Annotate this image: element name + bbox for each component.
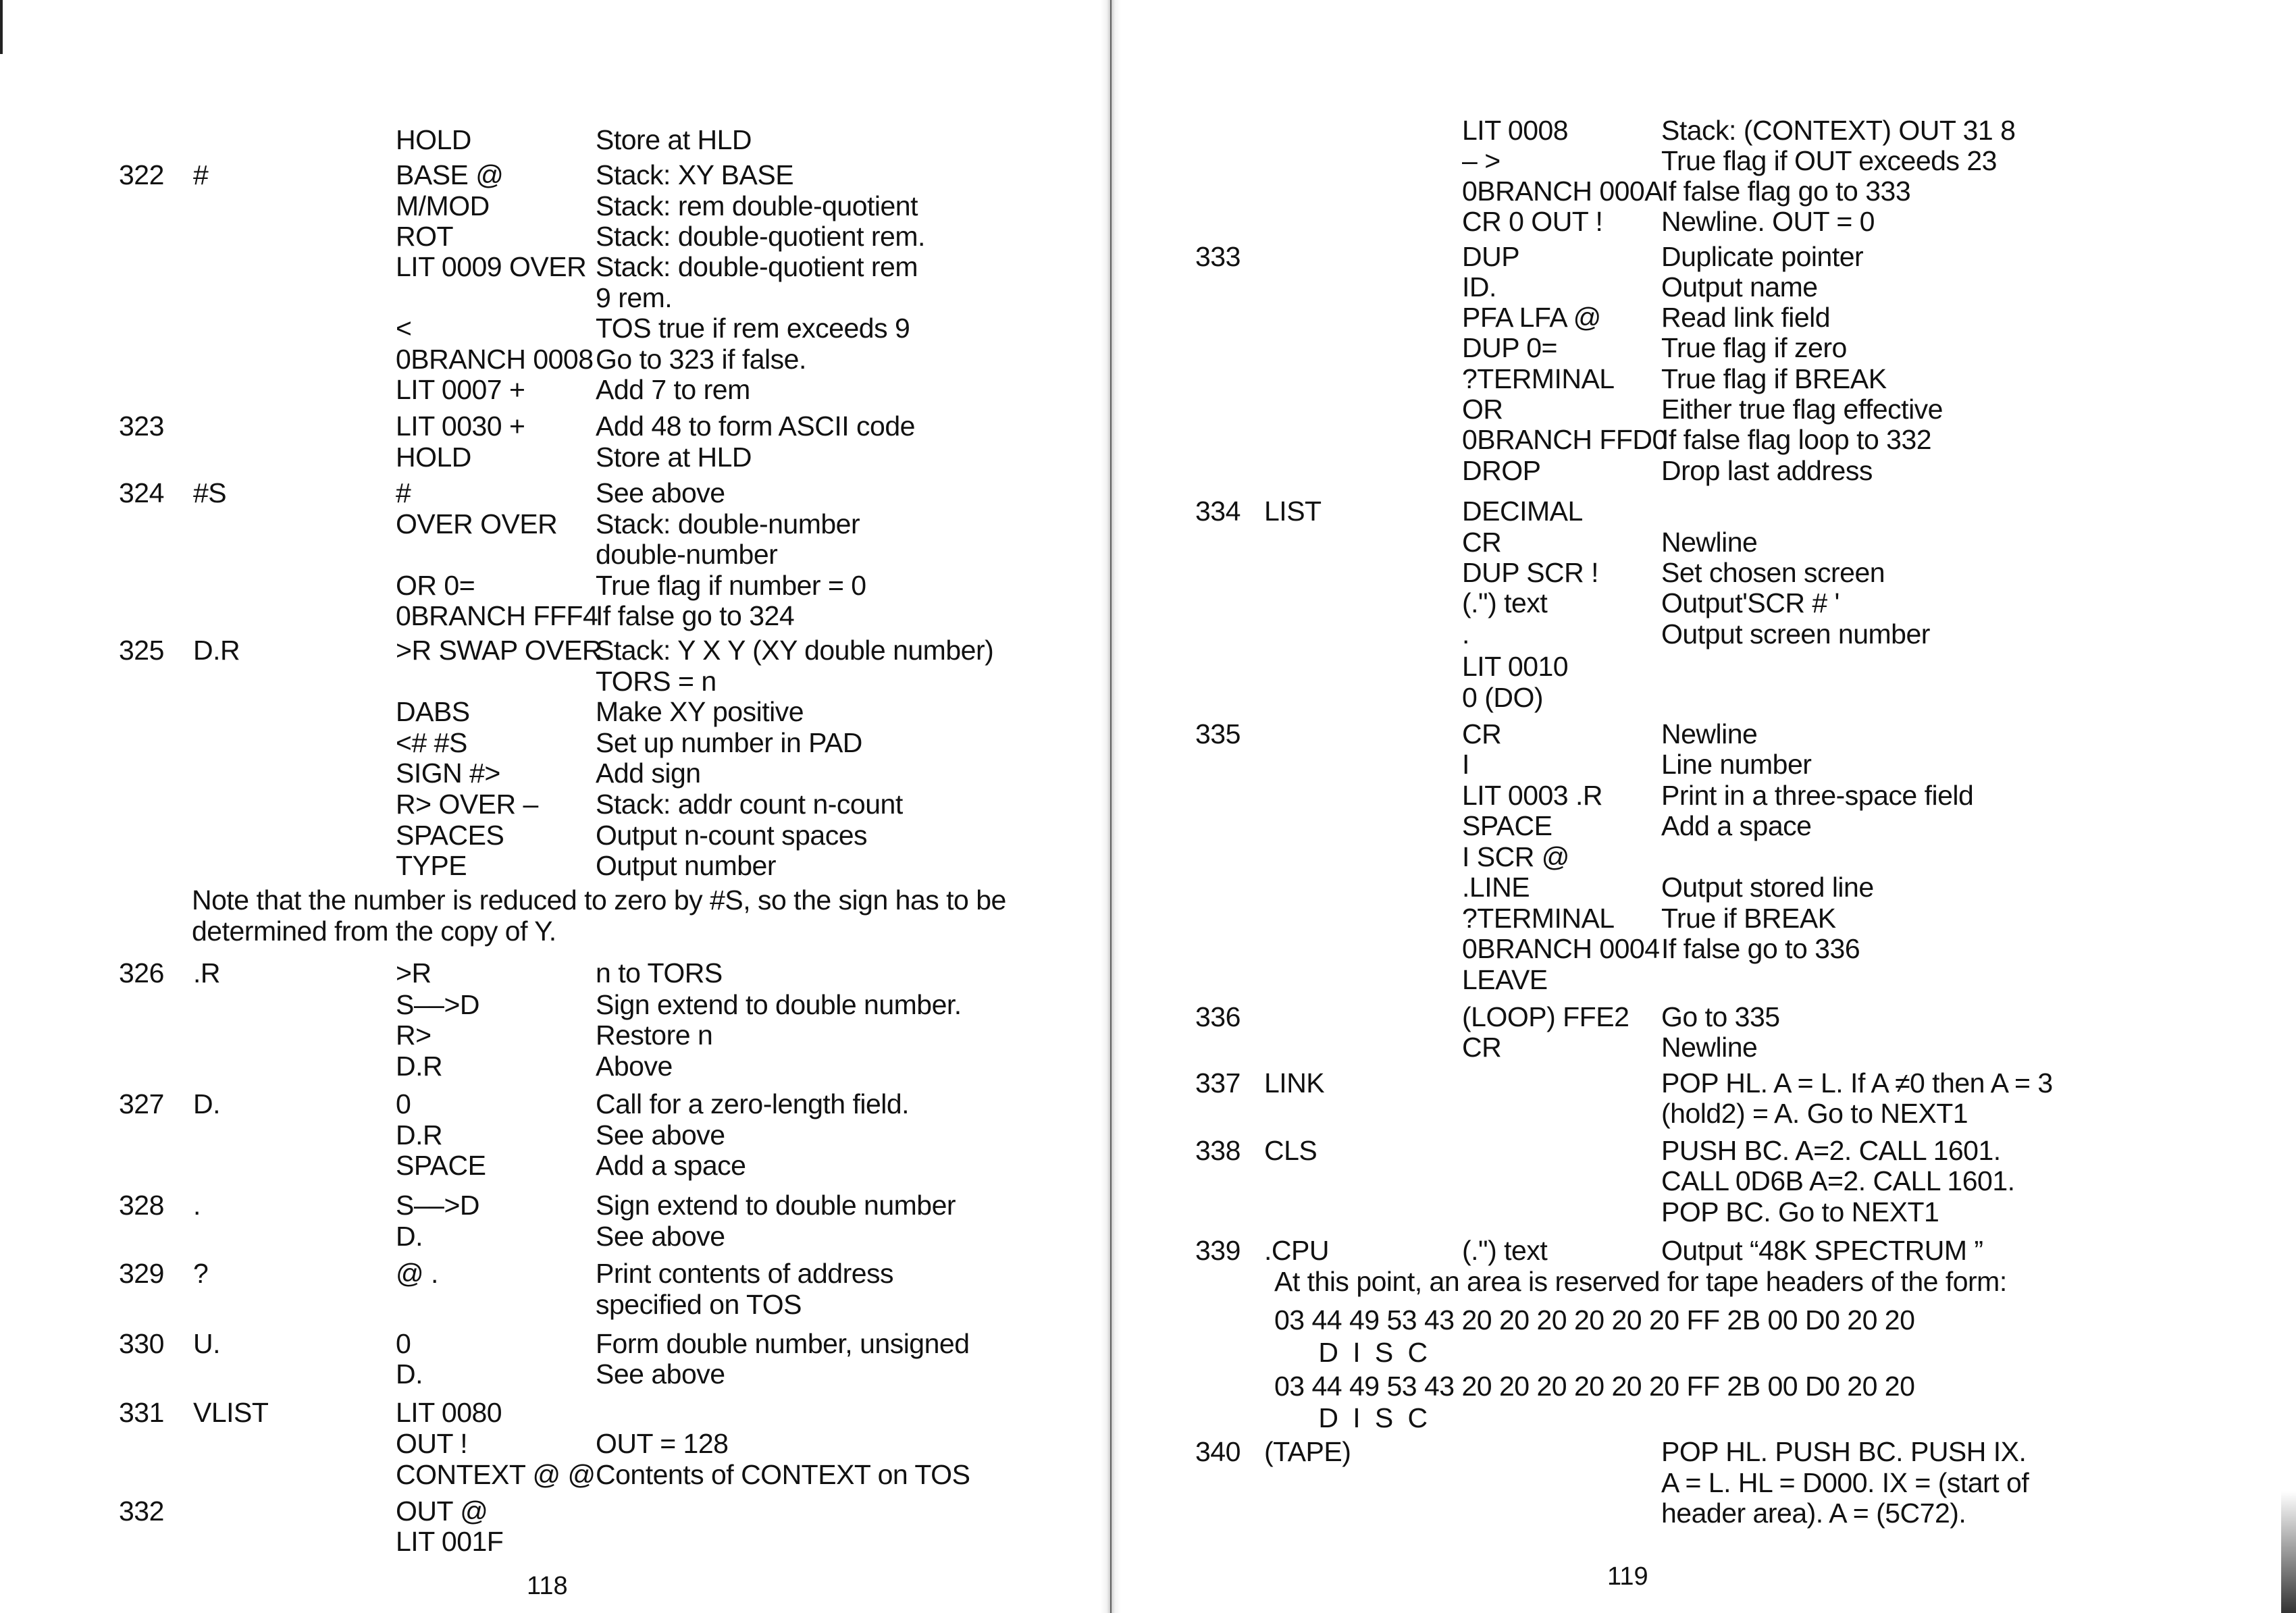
description: Stack: (CONTEXT) OUT 31 8 <box>1661 115 2016 146</box>
compiled-code: 0BRANCH 000A <box>1462 176 1663 207</box>
compiled-code: LIT 001F <box>396 1526 504 1557</box>
description: Newline <box>1661 527 1758 558</box>
right-page <box>1121 0 2296 1613</box>
description: Newline <box>1661 718 1758 749</box>
description: specified on TOS <box>596 1289 802 1320</box>
description: Add 7 to rem <box>596 374 750 405</box>
compiled-code: DUP 0= <box>1462 332 1557 363</box>
line-number: 324 <box>119 477 164 508</box>
description: TORS = n <box>596 666 716 697</box>
compiled-code: >R <box>396 957 432 988</box>
description: If false flag loop to 332 <box>1661 424 1932 455</box>
note-text: determined from the copy of Y. <box>192 916 556 947</box>
description: Print contents of address <box>596 1258 894 1289</box>
compiled-code: . <box>1462 618 1469 650</box>
description: Output stored line <box>1661 872 1874 903</box>
description: Output screen number <box>1661 618 1930 650</box>
description: PUSH BC. A=2. CALL 1601. <box>1661 1135 2001 1166</box>
description: A = L. HL = D000. IX = (start of <box>1661 1467 2029 1498</box>
description: Stack: double-quotient rem <box>596 251 918 282</box>
left-page <box>0 0 1101 1613</box>
description: Add sign <box>596 758 701 789</box>
compiled-code: ?TERMINAL <box>1462 363 1615 394</box>
compiled-code: 0 (DO) <box>1462 682 1543 713</box>
line-number: 332 <box>119 1496 164 1527</box>
line-number: 331 <box>119 1397 164 1428</box>
line-number: 340 <box>1195 1436 1241 1467</box>
description: True if BREAK <box>1661 903 1836 934</box>
compiled-code: ROT <box>396 221 454 252</box>
compiled-code: – > <box>1462 145 1501 176</box>
description: Add a space <box>596 1150 746 1181</box>
line-number: 335 <box>1195 718 1241 749</box>
compiled-code: LIT 0003 .R <box>1462 780 1602 811</box>
word-name: VLIST <box>193 1397 269 1428</box>
compiled-code: I SCR @ <box>1462 841 1569 872</box>
description: Add 48 to form ASCII code <box>596 411 915 442</box>
compiled-code: (.") text <box>1462 1235 1548 1266</box>
compiled-code: LEAVE <box>1462 964 1548 995</box>
compiled-code: LIT 0080 <box>396 1397 502 1428</box>
word-name: D.R <box>193 635 240 666</box>
compiled-code: OR 0= <box>396 570 475 601</box>
compiled-code: .LINE <box>1462 872 1530 903</box>
line-number: 322 <box>119 159 164 190</box>
description: double-number <box>596 539 778 570</box>
line-number: 337 <box>1195 1067 1241 1099</box>
compiled-code: 0BRANCH FFF4 <box>396 600 598 631</box>
note-text: Note that the number is reduced to zero by #S, so the sign has to be <box>192 884 1006 916</box>
note-text: 03 44 49 53 43 20 20 20 20 20 20 FF 2B 00 D0 20 20 <box>1274 1371 1915 1402</box>
compiled-code: DUP <box>1462 241 1520 272</box>
description: Line number <box>1661 749 1812 780</box>
description: header area). A = (5C72). <box>1661 1498 1966 1529</box>
compiled-code: CR <box>1462 718 1502 749</box>
description: POP HL. PUSH BC. PUSH IX. <box>1661 1436 2027 1467</box>
description: If false flag go to 333 <box>1661 176 1911 207</box>
description: Newline. OUT = 0 <box>1661 206 1875 237</box>
line-number: 327 <box>119 1088 164 1119</box>
page-number-left: 118 <box>527 1572 568 1600</box>
description: (hold2) = A. Go to NEXT1 <box>1661 1098 1968 1129</box>
description: Stack: Y X Y (XY double number) <box>596 635 994 666</box>
compiled-code: OVER OVER <box>396 508 558 539</box>
word-name: ? <box>193 1258 209 1289</box>
description: Set chosen screen <box>1661 557 1885 588</box>
description: Call for a zero-length field. <box>596 1088 910 1119</box>
word-name: U. <box>193 1328 220 1359</box>
compiled-code: PFA LFA @ <box>1462 302 1601 333</box>
compiled-code: CR <box>1462 527 1502 558</box>
compiled-code: 0BRANCH FFD0 <box>1462 424 1667 455</box>
compiled-code: ID. <box>1462 271 1496 302</box>
word-name: . <box>193 1190 201 1221</box>
description: Go to 335 <box>1661 1001 1780 1032</box>
description: TOS true if rem exceeds 9 <box>596 313 910 344</box>
description: Output number <box>596 850 776 881</box>
compiled-code: TYPE <box>396 850 467 881</box>
compiled-code: < <box>396 313 412 344</box>
description: See above <box>596 1221 725 1252</box>
description: n to TORS <box>596 957 723 988</box>
description: Stack: addr count n-count <box>596 789 903 820</box>
description: Make XY positive <box>596 696 804 727</box>
description: See above <box>596 1119 725 1151</box>
description: Print in a three-space field <box>1661 780 1974 811</box>
compiled-code: R> OVER – <box>396 789 538 820</box>
description: CALL 0D6B A=2. CALL 1601. <box>1661 1165 2015 1196</box>
word-name: D. <box>193 1088 220 1119</box>
compiled-code: >R SWAP OVER <box>396 635 602 666</box>
page-number-right: 119 <box>1607 1562 1648 1591</box>
compiled-code: (.") text <box>1462 587 1548 618</box>
description: Output n-count spaces <box>596 820 868 851</box>
description: Above <box>596 1051 673 1082</box>
description: Read link field <box>1661 302 1831 333</box>
compiled-code: CR 0 OUT ! <box>1462 206 1603 237</box>
word-name: # <box>193 159 209 190</box>
compiled-code: OUT @ <box>396 1496 488 1527</box>
description: Duplicate pointer <box>1661 241 1864 272</box>
word-name: .CPU <box>1264 1235 1329 1266</box>
description: Go to 323 if false. <box>596 344 806 375</box>
description: POP HL. A = L. If A ≠0 then A = 3 <box>1661 1067 2053 1099</box>
word-name: #S <box>193 477 227 508</box>
line-number: 336 <box>1195 1001 1241 1032</box>
compiled-code: DABS <box>396 696 470 727</box>
line-number: 329 <box>119 1258 164 1289</box>
description: Output name <box>1661 271 1818 302</box>
description: Store at HLD <box>596 124 752 155</box>
compiled-code: DUP SCR ! <box>1462 557 1599 588</box>
word-name: LINK <box>1264 1067 1325 1099</box>
description: Stack: double-number <box>596 508 860 539</box>
note-text: At this point, an area is reserved for tape headers of the form: <box>1274 1266 2007 1297</box>
compiled-code: S––>D <box>396 1190 480 1221</box>
description: POP BC. Go to NEXT1 <box>1661 1196 1939 1227</box>
line-number: 325 <box>119 635 164 666</box>
compiled-code: LIT 0007 + <box>396 374 525 405</box>
compiled-code: DECIMAL <box>1462 496 1583 527</box>
compiled-code: S––>D <box>396 989 480 1020</box>
line-number: 326 <box>119 957 164 988</box>
line-number: 334 <box>1195 496 1241 527</box>
description: See above <box>596 477 725 508</box>
description: Stack: rem double-quotient <box>596 190 918 221</box>
compiled-code: <# #S <box>396 727 467 758</box>
compiled-code: ?TERMINAL <box>1462 903 1615 934</box>
description: If false go to 336 <box>1661 933 1860 964</box>
compiled-code: LIT 0010 <box>1462 651 1569 682</box>
description: Sign extend to double number. <box>596 989 962 1020</box>
compiled-code: LIT 0009 OVER <box>396 251 587 282</box>
compiled-code: D. <box>396 1358 423 1390</box>
note-text: D I S C <box>1274 1337 1428 1368</box>
description: Stack: XY BASE <box>596 159 794 190</box>
compiled-code: DROP <box>1462 455 1541 486</box>
compiled-code: LIT 0008 <box>1462 115 1569 146</box>
line-number: 328 <box>119 1190 164 1221</box>
word-name: CLS <box>1264 1135 1317 1166</box>
description: Output “48K SPECTRUM ” <box>1661 1235 1983 1266</box>
book-gutter <box>1101 0 1121 1613</box>
compiled-code: 0BRANCH 0008 <box>396 344 594 375</box>
compiled-code: SPACES <box>396 820 504 851</box>
compiled-code: R> <box>396 1020 432 1051</box>
description: Sign extend to double number <box>596 1190 956 1221</box>
line-number: 323 <box>119 411 164 442</box>
description: Store at HLD <box>596 442 752 473</box>
compiled-code: OUT ! <box>396 1428 468 1459</box>
compiled-code: CONTEXT @ @ <box>396 1459 596 1490</box>
compiled-code: # <box>396 477 411 508</box>
compiled-code: BASE @ <box>396 159 504 190</box>
compiled-code: D.R <box>396 1119 443 1151</box>
compiled-code: I <box>1462 749 1469 780</box>
description: Contents of CONTEXT on TOS <box>596 1459 970 1490</box>
line-number: 338 <box>1195 1135 1241 1166</box>
word-name: (TAPE) <box>1264 1436 1351 1467</box>
description: 9 rem. <box>596 282 673 313</box>
description: OUT = 128 <box>596 1428 729 1459</box>
description: See above <box>596 1358 725 1390</box>
word-name: LIST <box>1264 496 1322 527</box>
compiled-code: D.R <box>396 1051 443 1082</box>
page-corner-shadow <box>2281 1491 2296 1613</box>
compiled-code: SIGN #> <box>396 758 500 789</box>
compiled-code: (LOOP) FFE2 <box>1462 1001 1629 1032</box>
note-text: D I S C <box>1274 1402 1428 1433</box>
compiled-code: OR <box>1462 394 1503 425</box>
description: Drop last address <box>1661 455 1873 486</box>
compiled-code: D. <box>396 1221 423 1252</box>
compiled-code: 0 <box>396 1088 411 1119</box>
compiled-code: SPACE <box>1462 810 1553 841</box>
line-number: 330 <box>119 1328 164 1359</box>
description: Output'SCR # ' <box>1661 587 1840 618</box>
compiled-code: CR <box>1462 1032 1502 1063</box>
note-text: 03 44 49 53 43 20 20 20 20 20 20 FF 2B 00 D0 20 20 <box>1274 1304 1915 1336</box>
compiled-code: LIT 0030 + <box>396 411 525 442</box>
description: If false go to 324 <box>596 600 795 631</box>
compiled-code: @ . <box>396 1258 438 1289</box>
line-number: 333 <box>1195 241 1241 272</box>
description: True flag if BREAK <box>1661 363 1887 394</box>
description: Add a space <box>1661 810 1812 841</box>
description: Stack: double-quotient rem. <box>596 221 925 252</box>
description: Either true flag effective <box>1661 394 1943 425</box>
compiled-code: HOLD <box>396 124 471 155</box>
description: Set up number in PAD <box>596 727 862 758</box>
description: True flag if OUT exceeds 23 <box>1661 145 1997 176</box>
description: Restore n <box>596 1020 713 1051</box>
description: Form double number, unsigned <box>596 1328 970 1359</box>
description: True flag if zero <box>1661 332 1847 363</box>
description: True flag if number = 0 <box>596 570 866 601</box>
compiled-code: SPACE <box>396 1150 486 1181</box>
compiled-code: HOLD <box>396 442 471 473</box>
line-number: 339 <box>1195 1235 1241 1266</box>
compiled-code: M/MOD <box>396 190 490 221</box>
compiled-code: 0 <box>396 1328 411 1359</box>
word-name: .R <box>193 957 220 988</box>
description: Newline <box>1661 1032 1758 1063</box>
compiled-code: 0BRANCH 0004 <box>1462 933 1660 964</box>
